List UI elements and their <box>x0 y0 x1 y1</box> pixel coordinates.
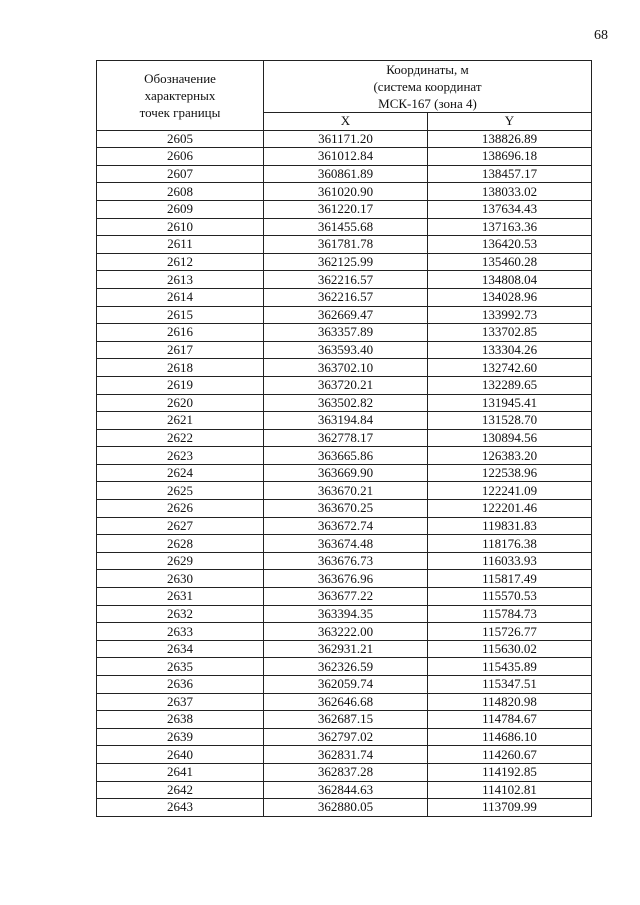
cell-point-id: 2622 <box>97 429 264 447</box>
cell-point-id: 2624 <box>97 464 264 482</box>
header-y: Y <box>428 113 592 131</box>
table-row <box>97 658 592 676</box>
table-row <box>97 570 592 588</box>
table-row <box>97 693 592 711</box>
table-row <box>97 781 592 799</box>
cell-x: 363394.35 <box>264 605 428 623</box>
cell-y: 135460.28 <box>428 253 592 271</box>
cell-y: 113709.99 <box>428 799 592 817</box>
cell-x: 362216.57 <box>264 271 428 289</box>
cell-point-id: 2640 <box>97 746 264 764</box>
page-number: 68 <box>594 28 608 43</box>
table-row <box>97 218 592 236</box>
table-row <box>97 183 592 201</box>
table-row <box>97 517 592 535</box>
cell-y: 136420.53 <box>428 236 592 254</box>
cell-point-id: 2605 <box>97 130 264 148</box>
table-row <box>97 799 592 817</box>
cell-point-id: 2630 <box>97 570 264 588</box>
cell-x: 362844.63 <box>264 781 428 799</box>
cell-point-id: 2633 <box>97 623 264 641</box>
cell-point-id: 2614 <box>97 288 264 306</box>
cell-y: 115726.77 <box>428 623 592 641</box>
header-row-top <box>97 61 592 113</box>
cell-y: 115347.51 <box>428 676 592 694</box>
cell-x: 361220.17 <box>264 200 428 218</box>
cell-point-id: 2629 <box>97 552 264 570</box>
cell-x: 363593.40 <box>264 341 428 359</box>
cell-point-id: 2626 <box>97 500 264 518</box>
cell-y: 130894.56 <box>428 429 592 447</box>
cell-x: 362778.17 <box>264 429 428 447</box>
table-row <box>97 746 592 764</box>
cell-y: 119831.83 <box>428 517 592 535</box>
table-row <box>97 130 592 148</box>
cell-y: 122538.96 <box>428 464 592 482</box>
cell-x: 363669.90 <box>264 464 428 482</box>
cell-point-id: 2643 <box>97 799 264 817</box>
cell-y: 115817.49 <box>428 570 592 588</box>
cell-y: 137163.36 <box>428 218 592 236</box>
table-row <box>97 588 592 606</box>
cell-point-id: 2627 <box>97 517 264 535</box>
cell-x: 361012.84 <box>264 148 428 166</box>
cell-point-id: 2641 <box>97 763 264 781</box>
cell-point-id: 2615 <box>97 306 264 324</box>
table-row <box>97 253 592 271</box>
header-point-line: Обозначение <box>144 70 216 86</box>
cell-x: 362880.05 <box>264 799 428 817</box>
header-coord-line: (система координат <box>373 79 482 94</box>
cell-y: 133992.73 <box>428 306 592 324</box>
cell-y: 138696.18 <box>428 148 592 166</box>
cell-x: 362669.47 <box>264 306 428 324</box>
cell-point-id: 2606 <box>97 148 264 166</box>
cell-y: 138826.89 <box>428 130 592 148</box>
table-row <box>97 165 592 183</box>
cell-y: 131945.41 <box>428 394 592 412</box>
table-row <box>97 341 592 359</box>
cell-x: 363676.96 <box>264 570 428 588</box>
cell-point-id: 2642 <box>97 781 264 799</box>
table-header <box>97 61 592 131</box>
cell-point-id: 2610 <box>97 218 264 236</box>
cell-x: 363674.48 <box>264 535 428 553</box>
table-row <box>97 605 592 623</box>
cell-y: 118176.38 <box>428 535 592 553</box>
cell-y: 134028.96 <box>428 288 592 306</box>
cell-point-id: 2635 <box>97 658 264 676</box>
cell-y: 114820.98 <box>428 693 592 711</box>
cell-point-id: 2623 <box>97 447 264 465</box>
cell-y: 116033.93 <box>428 552 592 570</box>
cell-y: 131528.70 <box>428 412 592 430</box>
table-row <box>97 728 592 746</box>
coordinates-table <box>96 60 592 817</box>
table-row <box>97 623 592 641</box>
cell-x: 361171.20 <box>264 130 428 148</box>
header-x: X <box>264 113 428 131</box>
cell-x: 363672.74 <box>264 517 428 535</box>
table-row <box>97 271 592 289</box>
header-point-line: характерных <box>144 87 216 103</box>
table-row <box>97 236 592 254</box>
cell-y: 122201.46 <box>428 500 592 518</box>
cell-y: 138457.17 <box>428 165 592 183</box>
cell-x: 362687.15 <box>264 711 428 729</box>
cell-y: 134808.04 <box>428 271 592 289</box>
table-row <box>97 482 592 500</box>
cell-x: 363720.21 <box>264 376 428 394</box>
cell-point-id: 2631 <box>97 588 264 606</box>
cell-point-id: 2636 <box>97 676 264 694</box>
table-row <box>97 412 592 430</box>
table-body <box>97 130 592 816</box>
cell-x: 360861.89 <box>264 165 428 183</box>
cell-y: 114192.85 <box>428 763 592 781</box>
table-row <box>97 288 592 306</box>
cell-point-id: 2619 <box>97 376 264 394</box>
cell-x: 362326.59 <box>264 658 428 676</box>
cell-x: 363677.22 <box>264 588 428 606</box>
table-row <box>97 676 592 694</box>
header-point-line: точек границы <box>139 104 221 120</box>
cell-point-id: 2620 <box>97 394 264 412</box>
table-row <box>97 376 592 394</box>
cell-y: 115435.89 <box>428 658 592 676</box>
cell-point-id: 2611 <box>97 236 264 254</box>
cell-x: 362125.99 <box>264 253 428 271</box>
cell-point-id: 2639 <box>97 728 264 746</box>
table-row <box>97 359 592 377</box>
table-row <box>97 711 592 729</box>
cell-y: 126383.20 <box>428 447 592 465</box>
table-row <box>97 429 592 447</box>
cell-point-id: 2612 <box>97 253 264 271</box>
cell-y: 132289.65 <box>428 376 592 394</box>
cell-point-id: 2638 <box>97 711 264 729</box>
cell-point-id: 2617 <box>97 341 264 359</box>
cell-y: 114784.67 <box>428 711 592 729</box>
cell-y: 133702.85 <box>428 324 592 342</box>
cell-x: 361455.68 <box>264 218 428 236</box>
cell-x: 362059.74 <box>264 676 428 694</box>
table-row <box>97 464 592 482</box>
table-row <box>97 394 592 412</box>
cell-y: 114102.81 <box>428 781 592 799</box>
cell-y: 115570.53 <box>428 588 592 606</box>
cell-x: 361781.78 <box>264 236 428 254</box>
cell-point-id: 2625 <box>97 482 264 500</box>
cell-x: 362216.57 <box>264 288 428 306</box>
cell-x: 363670.21 <box>264 482 428 500</box>
cell-x: 363670.25 <box>264 500 428 518</box>
table-row <box>97 447 592 465</box>
table-row <box>97 148 592 166</box>
cell-x: 362837.28 <box>264 763 428 781</box>
cell-point-id: 2616 <box>97 324 264 342</box>
cell-point-id: 2609 <box>97 200 264 218</box>
cell-x: 363702.10 <box>264 359 428 377</box>
cell-x: 361020.90 <box>264 183 428 201</box>
table-row <box>97 200 592 218</box>
cell-x: 362831.74 <box>264 746 428 764</box>
cell-y: 137634.43 <box>428 200 592 218</box>
cell-y: 115784.73 <box>428 605 592 623</box>
table-row <box>97 763 592 781</box>
header-coordinates <box>264 61 592 113</box>
cell-point-id: 2637 <box>97 693 264 711</box>
table-row <box>97 552 592 570</box>
cell-y: 122241.09 <box>428 482 592 500</box>
cell-point-id: 2628 <box>97 535 264 553</box>
cell-point-id: 2632 <box>97 605 264 623</box>
cell-x: 363194.84 <box>264 412 428 430</box>
table-row <box>97 640 592 658</box>
cell-y: 132742.60 <box>428 359 592 377</box>
cell-x: 363665.86 <box>264 447 428 465</box>
table-row <box>97 324 592 342</box>
cell-y: 114260.67 <box>428 746 592 764</box>
cell-y: 114686.10 <box>428 728 592 746</box>
cell-x: 363502.82 <box>264 394 428 412</box>
table-row <box>97 500 592 518</box>
cell-x: 363357.89 <box>264 324 428 342</box>
cell-y: 133304.26 <box>428 341 592 359</box>
cell-point-id: 2607 <box>97 165 264 183</box>
cell-point-id: 2608 <box>97 183 264 201</box>
cell-x: 362797.02 <box>264 728 428 746</box>
cell-x: 363222.00 <box>264 623 428 641</box>
cell-y: 115630.02 <box>428 640 592 658</box>
table-row <box>97 535 592 553</box>
cell-point-id: 2618 <box>97 359 264 377</box>
cell-x: 363676.73 <box>264 552 428 570</box>
header-coord-line: МСК-167 (зона 4) <box>378 96 477 111</box>
cell-x: 362646.68 <box>264 693 428 711</box>
table-row <box>97 306 592 324</box>
header-coord-line: Координаты, м <box>386 62 469 77</box>
cell-y: 138033.02 <box>428 183 592 201</box>
cell-point-id: 2621 <box>97 412 264 430</box>
cell-point-id: 2634 <box>97 640 264 658</box>
cell-point-id: 2613 <box>97 271 264 289</box>
header-point-designation <box>97 61 264 131</box>
cell-x: 362931.21 <box>264 640 428 658</box>
